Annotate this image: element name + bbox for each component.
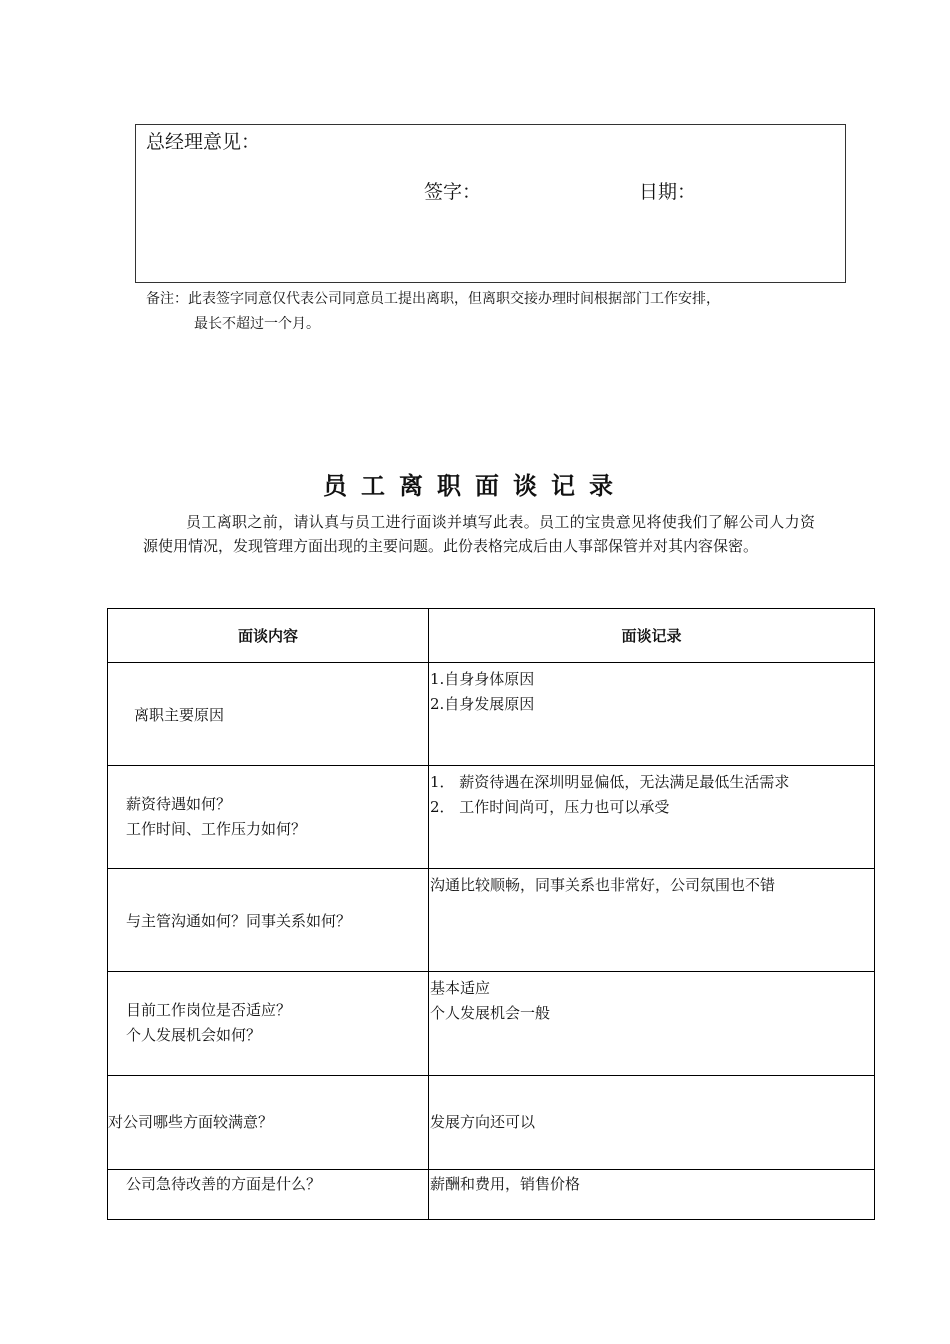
- answer-text: 基本适应: [430, 979, 491, 997]
- question-text: 工作时间、工作压力如何？: [126, 820, 307, 838]
- table-row: [108, 1076, 875, 1170]
- answer-cell: [429, 1170, 875, 1220]
- question-text: 目前工作岗位是否适应？: [126, 1001, 292, 1019]
- table-row: [108, 972, 875, 1076]
- header-content: 面谈内容: [108, 609, 429, 663]
- page-title: 员工离职面谈记录: [323, 471, 627, 500]
- answer-cell: [429, 972, 875, 1076]
- gm-opinion-box: [135, 124, 846, 283]
- answer-text: 个人发展机会一般: [430, 1004, 551, 1022]
- table-row: [108, 869, 875, 972]
- question-cell: [108, 766, 429, 869]
- question-text: 与主管沟通如何？同事关系如何？: [126, 912, 352, 930]
- header-record: 面谈记录: [429, 609, 875, 663]
- answer-cell: [429, 766, 875, 869]
- question-text: 对公司哪些方面较满意？: [108, 1113, 274, 1131]
- gm-date-label: 日期：: [639, 181, 697, 203]
- question-cell: [108, 972, 429, 1076]
- intro-paragraph: 员工离职之前，请认真与员工进行面谈并填写此表。员工的宝贵意见将使我们了解公司人力资源使用情况，发现管理方面出现的主要问题。此份表格完成后由人事部保管并对其内容保密。: [143, 513, 815, 555]
- question-text: 薪资待遇如何？: [126, 795, 232, 813]
- answer-cell: [429, 663, 875, 766]
- answer-text: 1.自身身体原因: [430, 670, 535, 688]
- question-text: 个人发展机会如何？: [126, 1026, 262, 1044]
- answer-text: 2． 工作时间尚可，压力也可以承受: [430, 798, 670, 816]
- gm-opinion-label: 总经理意见：: [146, 131, 261, 153]
- question-text: 公司急待改善的方面是什么？: [126, 1175, 322, 1193]
- question-text: 离职主要原因: [134, 706, 225, 724]
- answer-text: 沟通比较顺畅，同事关系也非常好，公司氛围也不错: [430, 876, 776, 894]
- answer-text: 2.自身发展原因: [430, 695, 535, 713]
- question-cell: [108, 1076, 429, 1170]
- interview-table: [107, 608, 875, 1220]
- answer-text: 发展方向还可以: [430, 1113, 536, 1131]
- question-cell: [108, 663, 429, 766]
- gm-sign-label: 签字：: [424, 181, 482, 203]
- note-line-2: 最长不超过一个月。: [194, 316, 320, 332]
- table-row: [108, 1170, 875, 1220]
- answer-text: 薪酬和费用，销售价格: [430, 1175, 581, 1193]
- note-line-1: 备注：此表签字同意仅代表公司同意员工提出离职，但离职交接办理时间根据部门工作安排，: [146, 291, 720, 307]
- table-row: [108, 766, 875, 869]
- question-cell: [108, 869, 429, 972]
- table-header-row: [108, 609, 875, 663]
- answer-cell: [429, 1076, 875, 1170]
- question-cell: [108, 1170, 429, 1220]
- answer-text: 1． 薪资待遇在深圳明显偏低，无法满足最低生活需求: [430, 773, 790, 791]
- table-row: [108, 663, 875, 766]
- answer-cell: [429, 869, 875, 972]
